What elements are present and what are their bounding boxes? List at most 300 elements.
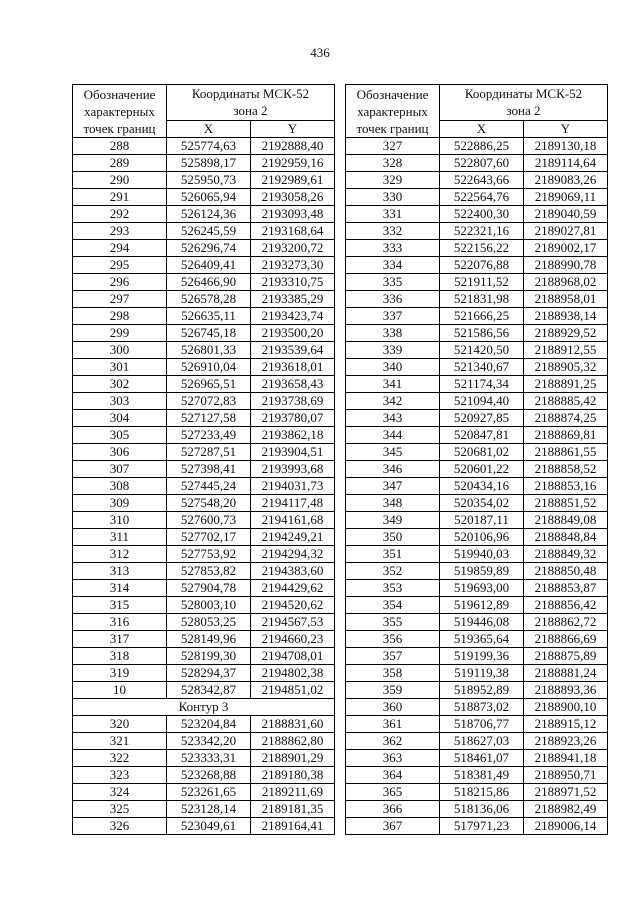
y-coordinate-cell: 2188990,78 [524, 257, 608, 274]
y-coordinate-cell: 2188853,16 [524, 478, 608, 495]
x-coordinate-cell: 526466,90 [167, 274, 251, 291]
y-coordinate-cell: 2194660,23 [251, 631, 335, 648]
x-coordinate-cell: 521586,56 [440, 325, 524, 342]
point-id-cell: 328 [346, 155, 440, 172]
table-body-right [346, 138, 608, 835]
x-coordinate-cell: 520681,02 [440, 444, 524, 461]
point-id-cell: 317 [73, 631, 167, 648]
point-id-cell: 366 [346, 801, 440, 818]
table-row [346, 563, 608, 580]
point-id-cell: 351 [346, 546, 440, 563]
coords-header-line1: Координаты МСК-52 [191, 86, 310, 102]
table-row [73, 359, 335, 376]
point-id-cell: 298 [73, 308, 167, 325]
point-id-cell: 295 [73, 257, 167, 274]
table-row [346, 359, 608, 376]
table-row [73, 172, 335, 189]
table-row [346, 444, 608, 461]
designation-header-line1: Обозначение [356, 87, 429, 102]
point-id-cell: 329 [346, 172, 440, 189]
y-coordinate-cell: 2189211,69 [251, 784, 335, 801]
table-row [346, 393, 608, 410]
point-id-cell: 365 [346, 784, 440, 801]
point-id-cell: 296 [73, 274, 167, 291]
x-coordinate-cell: 519859,89 [440, 563, 524, 580]
y-coordinate-cell: 2193385,29 [251, 291, 335, 308]
point-id-cell: 349 [346, 512, 440, 529]
table-row [73, 597, 335, 614]
y-coordinate-cell: 2188831,60 [251, 716, 335, 733]
y-coordinate-cell: 2193058,26 [251, 189, 335, 206]
y-coordinate-cell: 2188901,29 [251, 750, 335, 767]
x-coordinate-cell: 520847,81 [440, 427, 524, 444]
coordinates-table-left [72, 84, 335, 835]
table-row [73, 461, 335, 478]
table-row [73, 308, 335, 325]
x-coordinate-cell: 526578,28 [167, 291, 251, 308]
x-coordinate-cell: 528003,10 [167, 597, 251, 614]
x-coordinate-cell: 527287,51 [167, 444, 251, 461]
table-row [73, 614, 335, 631]
table-row [73, 257, 335, 274]
y-coordinate-cell: 2188905,32 [524, 359, 608, 376]
y-coordinate-cell: 2188893,36 [524, 682, 608, 699]
y-coordinate-cell: 2188875,89 [524, 648, 608, 665]
y-coordinate-cell: 2188938,14 [524, 308, 608, 325]
point-id-cell: 300 [73, 342, 167, 359]
y-coordinate-cell: 2188866,69 [524, 631, 608, 648]
y-coordinate-cell: 2194249,21 [251, 529, 335, 546]
x-coordinate-cell: 526065,94 [167, 189, 251, 206]
coords-header [440, 85, 608, 121]
table-row [346, 631, 608, 648]
table-row [346, 291, 608, 308]
table-row [73, 767, 335, 784]
y-coordinate-cell: 2193862,18 [251, 427, 335, 444]
y-coordinate-cell: 2189130,18 [524, 138, 608, 155]
x-coordinate-cell: 520927,85 [440, 410, 524, 427]
x-header: X [440, 120, 524, 137]
point-id-cell: 346 [346, 461, 440, 478]
y-coordinate-cell: 2188941,18 [524, 750, 608, 767]
point-id-cell: 350 [346, 529, 440, 546]
table-row [73, 580, 335, 597]
point-id-cell: 334 [346, 257, 440, 274]
point-id-cell: 337 [346, 308, 440, 325]
y-coordinate-cell: 2188950,71 [524, 767, 608, 784]
table-row [346, 376, 608, 393]
point-id-cell: 345 [346, 444, 440, 461]
point-id-cell: 347 [346, 478, 440, 495]
x-coordinate-cell: 523261,65 [167, 784, 251, 801]
point-id-cell: 315 [73, 597, 167, 614]
point-id-cell: 310 [73, 512, 167, 529]
y-coordinate-cell: 2192888,40 [251, 138, 335, 155]
x-coordinate-cell: 522807,60 [440, 155, 524, 172]
x-coordinate-cell: 528053,25 [167, 614, 251, 631]
x-coordinate-cell: 518952,89 [440, 682, 524, 699]
y-coordinate-cell: 2189181,35 [251, 801, 335, 818]
y-coordinate-cell: 2188881,24 [524, 665, 608, 682]
table-row [73, 376, 335, 393]
x-coordinate-cell: 527233,49 [167, 427, 251, 444]
point-id-cell: 335 [346, 274, 440, 291]
point-id-cell: 330 [346, 189, 440, 206]
y-coordinate-cell: 2188900,10 [524, 699, 608, 716]
y-coordinate-cell: 2189083,26 [524, 172, 608, 189]
table-row [346, 682, 608, 699]
point-id-cell: 324 [73, 784, 167, 801]
y-coordinate-cell: 2188874,25 [524, 410, 608, 427]
table-row [73, 410, 335, 427]
point-id-cell: 353 [346, 580, 440, 597]
table-row [346, 478, 608, 495]
designation-header-line2: характерных [84, 104, 155, 119]
x-coordinate-cell: 527853,82 [167, 563, 251, 580]
table-row [346, 461, 608, 478]
table-row [73, 512, 335, 529]
y-coordinate-cell: 2189027,81 [524, 223, 608, 240]
x-coordinate-cell: 527398,41 [167, 461, 251, 478]
y-coordinate-cell: 2193200,72 [251, 240, 335, 257]
x-coordinate-cell: 527600,73 [167, 512, 251, 529]
x-coordinate-cell: 520434,16 [440, 478, 524, 495]
x-coordinate-cell: 520354,02 [440, 495, 524, 512]
x-coordinate-cell: 520187,11 [440, 512, 524, 529]
x-coordinate-cell: 526801,33 [167, 342, 251, 359]
point-id-cell: 293 [73, 223, 167, 240]
y-header: Y [251, 120, 335, 137]
coords-header-line2: зона 2 [506, 103, 541, 119]
x-coordinate-cell: 521094,40 [440, 393, 524, 410]
point-id-cell: 321 [73, 733, 167, 750]
table-row [73, 342, 335, 359]
table-row [73, 393, 335, 410]
point-id-cell: 331 [346, 206, 440, 223]
point-id-cell: 352 [346, 563, 440, 580]
x-coordinate-cell: 527702,17 [167, 529, 251, 546]
x-coordinate-cell: 519612,89 [440, 597, 524, 614]
y-coordinate-cell: 2188848,84 [524, 529, 608, 546]
table-row [73, 801, 335, 818]
point-id-cell: 355 [346, 614, 440, 631]
table-row [346, 206, 608, 223]
x-coordinate-cell: 518627,03 [440, 733, 524, 750]
y-coordinate-cell: 2188885,42 [524, 393, 608, 410]
y-coordinate-cell: 2194383,60 [251, 563, 335, 580]
x-coordinate-cell: 519365,64 [440, 631, 524, 648]
table-row [73, 648, 335, 665]
x-coordinate-cell: 526965,51 [167, 376, 251, 393]
y-coordinate-cell: 2188862,80 [251, 733, 335, 750]
x-coordinate-cell: 528149,96 [167, 631, 251, 648]
y-coordinate-cell: 2194429,62 [251, 580, 335, 597]
y-coordinate-cell: 2194117,48 [251, 495, 335, 512]
point-id-cell: 364 [346, 767, 440, 784]
x-coordinate-cell: 523204,84 [167, 716, 251, 733]
table-row [73, 427, 335, 444]
x-coordinate-cell: 523128,14 [167, 801, 251, 818]
table-row [346, 648, 608, 665]
point-id-cell: 297 [73, 291, 167, 308]
designation-header-line1: Обозначение [83, 87, 156, 102]
y-coordinate-cell: 2193093,48 [251, 206, 335, 223]
y-coordinate-cell: 2188862,72 [524, 614, 608, 631]
point-id-cell: 292 [73, 206, 167, 223]
x-coordinate-cell: 526635,11 [167, 308, 251, 325]
point-id-cell: 10 [73, 682, 167, 699]
x-coordinate-cell: 520601,22 [440, 461, 524, 478]
point-id-cell: 322 [73, 750, 167, 767]
x-coordinate-cell: 526124,36 [167, 206, 251, 223]
y-coordinate-cell: 2188958,01 [524, 291, 608, 308]
x-coordinate-cell: 525898,17 [167, 155, 251, 172]
point-id-cell: 291 [73, 189, 167, 206]
y-coordinate-cell: 2194294,32 [251, 546, 335, 563]
y-coordinate-cell: 2193273,30 [251, 257, 335, 274]
point-id-cell: 307 [73, 461, 167, 478]
y-coordinate-cell: 2193423,74 [251, 308, 335, 325]
point-id-cell: 299 [73, 325, 167, 342]
x-coordinate-cell: 517971,23 [440, 818, 524, 835]
table-row [73, 818, 335, 835]
table-row [346, 529, 608, 546]
y-coordinate-cell: 2194520,62 [251, 597, 335, 614]
y-coordinate-cell: 2188856,42 [524, 597, 608, 614]
point-id-cell: 316 [73, 614, 167, 631]
table-row [73, 529, 335, 546]
y-coordinate-cell: 2188891,25 [524, 376, 608, 393]
y-coordinate-cell: 2189006,14 [524, 818, 608, 835]
point-id-cell: 358 [346, 665, 440, 682]
point-id-cell: 333 [346, 240, 440, 257]
x-coordinate-cell: 526910,04 [167, 359, 251, 376]
x-coordinate-cell: 526409,41 [167, 257, 251, 274]
coordinates-table-right [345, 84, 608, 835]
point-id-cell: 362 [346, 733, 440, 750]
y-coordinate-cell: 2192989,61 [251, 172, 335, 189]
table-row [346, 172, 608, 189]
point-id-cell: 323 [73, 767, 167, 784]
y-coordinate-cell: 2188858,52 [524, 461, 608, 478]
y-coordinate-cell: 2193780,07 [251, 410, 335, 427]
y-coordinate-cell: 2188912,55 [524, 342, 608, 359]
table-row [346, 495, 608, 512]
point-id-cell: 306 [73, 444, 167, 461]
x-coordinate-cell: 527753,92 [167, 546, 251, 563]
y-coordinate-cell: 2189002,17 [524, 240, 608, 257]
x-coordinate-cell: 527072,83 [167, 393, 251, 410]
table-row [346, 597, 608, 614]
page-number: 436 [310, 45, 330, 60]
table-row [346, 240, 608, 257]
table-row [346, 257, 608, 274]
y-coordinate-cell: 2193168,64 [251, 223, 335, 240]
coords-header-line1: Координаты МСК-52 [464, 86, 583, 102]
point-id-cell: 360 [346, 699, 440, 716]
x-coordinate-cell: 523049,61 [167, 818, 251, 835]
table-row [346, 665, 608, 682]
point-id-cell: 354 [346, 597, 440, 614]
point-id-cell: 343 [346, 410, 440, 427]
table-row [73, 155, 335, 172]
point-id-cell: 319 [73, 665, 167, 682]
x-coordinate-cell: 519119,38 [440, 665, 524, 682]
point-id-cell: 290 [73, 172, 167, 189]
section-label: Контур 3 [73, 699, 335, 716]
y-coordinate-cell: 2188849,32 [524, 546, 608, 563]
x-coordinate-cell: 520106,96 [440, 529, 524, 546]
point-id-cell: 305 [73, 427, 167, 444]
table-row [73, 206, 335, 223]
y-coordinate-cell: 2194161,68 [251, 512, 335, 529]
table-row [346, 614, 608, 631]
table-row [346, 512, 608, 529]
x-coordinate-cell: 528294,37 [167, 665, 251, 682]
x-coordinate-cell: 521911,52 [440, 274, 524, 291]
point-id-cell: 361 [346, 716, 440, 733]
y-coordinate-cell: 2193618,01 [251, 359, 335, 376]
y-coordinate-cell: 2188869,81 [524, 427, 608, 444]
table-row [346, 716, 608, 733]
x-coordinate-cell: 527445,24 [167, 478, 251, 495]
x-coordinate-cell: 523342,20 [167, 733, 251, 750]
table-row [73, 291, 335, 308]
y-coordinate-cell: 2193904,51 [251, 444, 335, 461]
x-coordinate-cell: 521174,34 [440, 376, 524, 393]
table-row [346, 818, 608, 835]
table-row [346, 733, 608, 750]
y-coordinate-cell: 2193658,43 [251, 376, 335, 393]
x-coordinate-cell: 518381,49 [440, 767, 524, 784]
x-coordinate-cell: 527904,78 [167, 580, 251, 597]
table-row [73, 682, 335, 699]
designation-header-line3: точек границ [83, 121, 156, 136]
table-row [346, 801, 608, 818]
table-row [346, 223, 608, 240]
table-row [346, 189, 608, 206]
point-id-cell: 327 [346, 138, 440, 155]
table-row [346, 750, 608, 767]
x-coordinate-cell: 526245,59 [167, 223, 251, 240]
point-id-cell: 348 [346, 495, 440, 512]
point-id-cell: 308 [73, 478, 167, 495]
point-id-cell: 367 [346, 818, 440, 835]
y-coordinate-cell: 2193500,20 [251, 325, 335, 342]
y-coordinate-cell: 2193539,64 [251, 342, 335, 359]
y-coordinate-cell: 2188929,52 [524, 325, 608, 342]
x-coordinate-cell: 522321,16 [440, 223, 524, 240]
table-row [346, 308, 608, 325]
x-coordinate-cell: 526745,18 [167, 325, 251, 342]
table-body-left [73, 138, 335, 835]
y-coordinate-cell: 2193738,69 [251, 393, 335, 410]
table-row [346, 427, 608, 444]
table-row [73, 546, 335, 563]
x-coordinate-cell: 521340,67 [440, 359, 524, 376]
x-coordinate-cell: 518215,86 [440, 784, 524, 801]
y-coordinate-cell: 2188851,52 [524, 495, 608, 512]
point-id-cell: 356 [346, 631, 440, 648]
x-coordinate-cell: 519940,03 [440, 546, 524, 563]
x-coordinate-cell: 523333,31 [167, 750, 251, 767]
designation-header-line3: точек границ [356, 121, 429, 136]
x-coordinate-cell: 528199,30 [167, 648, 251, 665]
y-coordinate-cell: 2188915,12 [524, 716, 608, 733]
x-coordinate-cell: 518706,77 [440, 716, 524, 733]
table-row [73, 631, 335, 648]
y-coordinate-cell: 2188982,49 [524, 801, 608, 818]
point-id-cell: 313 [73, 563, 167, 580]
designation-header [346, 85, 440, 138]
y-coordinate-cell: 2189040,59 [524, 206, 608, 223]
point-id-cell: 344 [346, 427, 440, 444]
point-id-cell: 288 [73, 138, 167, 155]
point-id-cell: 325 [73, 801, 167, 818]
table-row [73, 478, 335, 495]
designation-header-line2: характерных [357, 104, 428, 119]
table-row [346, 138, 608, 155]
point-id-cell: 302 [73, 376, 167, 393]
x-coordinate-cell: 522564,76 [440, 189, 524, 206]
coords-header [167, 85, 335, 121]
coords-header-line2: зона 2 [233, 103, 268, 119]
point-id-cell: 339 [346, 342, 440, 359]
y-coordinate-cell: 2189069,11 [524, 189, 608, 206]
table-row [346, 410, 608, 427]
x-coordinate-cell: 521420,50 [440, 342, 524, 359]
point-id-cell: 341 [346, 376, 440, 393]
table-row [346, 699, 608, 716]
table-row [346, 767, 608, 784]
point-id-cell: 318 [73, 648, 167, 665]
point-id-cell: 342 [346, 393, 440, 410]
table-row [73, 444, 335, 461]
x-coordinate-cell: 519693,00 [440, 580, 524, 597]
x-coordinate-cell: 519199,36 [440, 648, 524, 665]
table-row [73, 325, 335, 342]
point-id-cell: 289 [73, 155, 167, 172]
table-row [73, 733, 335, 750]
table-row [346, 325, 608, 342]
table-row [73, 274, 335, 291]
section-row [73, 699, 335, 716]
y-coordinate-cell: 2188971,52 [524, 784, 608, 801]
y-coordinate-cell: 2194031,73 [251, 478, 335, 495]
table-row [73, 189, 335, 206]
y-coordinate-cell: 2188850,48 [524, 563, 608, 580]
y-coordinate-cell: 2194567,53 [251, 614, 335, 631]
point-id-cell: 314 [73, 580, 167, 597]
y-coordinate-cell: 2192959,16 [251, 155, 335, 172]
point-id-cell: 294 [73, 240, 167, 257]
table-row [73, 784, 335, 801]
x-coordinate-cell: 521666,25 [440, 308, 524, 325]
table-row [73, 665, 335, 682]
point-id-cell: 301 [73, 359, 167, 376]
x-coordinate-cell: 519446,08 [440, 614, 524, 631]
point-id-cell: 340 [346, 359, 440, 376]
y-header: Y [524, 120, 608, 137]
point-id-cell: 320 [73, 716, 167, 733]
table-row [73, 138, 335, 155]
y-coordinate-cell: 2194802,38 [251, 665, 335, 682]
table-row [73, 240, 335, 257]
point-id-cell: 338 [346, 325, 440, 342]
x-coordinate-cell: 518873,02 [440, 699, 524, 716]
y-coordinate-cell: 2189164,41 [251, 818, 335, 835]
y-coordinate-cell: 2193310,75 [251, 274, 335, 291]
